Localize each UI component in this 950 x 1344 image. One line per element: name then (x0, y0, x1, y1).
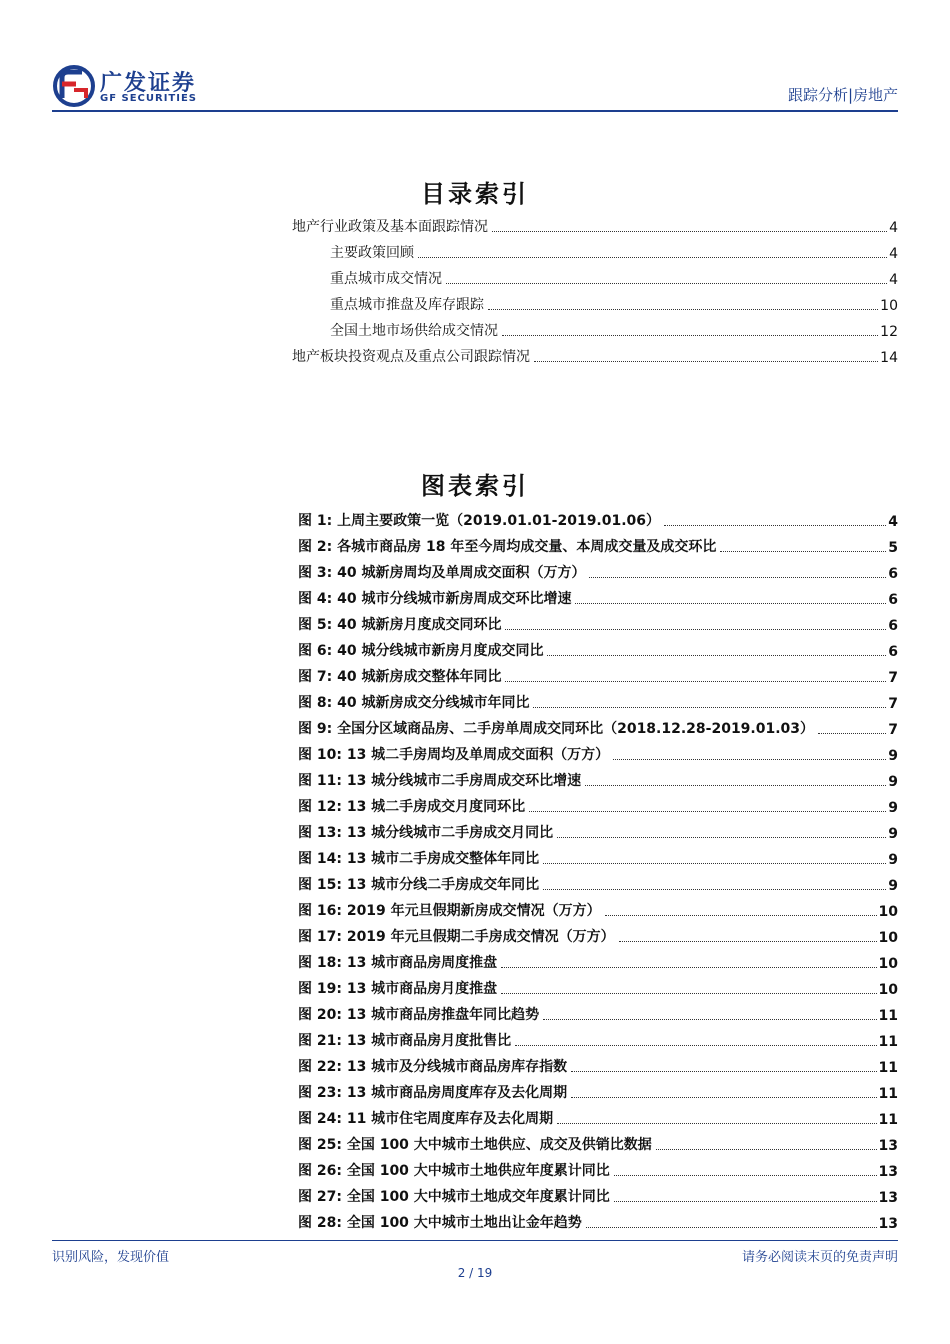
toc-entry-page: 10 (880, 298, 898, 314)
figure-entry-text: 图 5: 40 城新房月度成交同环比 (298, 617, 502, 633)
figure-entry-page: 13 (878, 1138, 898, 1154)
figure-entry-page: 7 (888, 670, 898, 686)
dot-leader (543, 863, 886, 864)
figure-entry-page: 9 (888, 878, 898, 894)
figure-index-entry[interactable] (298, 1056, 898, 1076)
figure-index-entry[interactable] (298, 536, 898, 556)
dot-leader (619, 941, 877, 942)
figure-entry-page: 9 (888, 774, 898, 790)
footer-slogan: 识别风险，发现价值 (52, 1250, 170, 1265)
figure-entry-text: 图 19: 13 城市商品房月度推盘 (298, 981, 498, 997)
dot-leader (501, 967, 876, 968)
logo-english-text: GF SECURITIES (100, 93, 198, 104)
figure-entry-page: 10 (878, 904, 898, 920)
toc-entry-text: 全国土地市场供给成交情况 (330, 323, 498, 339)
toc-entry[interactable] (330, 268, 898, 288)
figure-index-entry[interactable] (298, 1186, 898, 1206)
figure-index-entry[interactable] (298, 952, 898, 972)
toc-entry-page: 14 (880, 350, 898, 366)
figure-entry-text: 图 8: 40 城新房成交分线城市年同比 (298, 695, 530, 711)
figure-entry-text: 图 11: 13 城分线城市二手房周成交环比增速 (298, 773, 582, 789)
dot-leader (492, 231, 887, 232)
figure-index-entry[interactable] (298, 588, 898, 608)
toc-entry-text: 地产行业政策及基本面跟踪情况 (292, 219, 488, 235)
toc-entry[interactable] (330, 320, 898, 340)
dot-leader (589, 577, 886, 578)
figure-index-entry[interactable] (298, 692, 898, 712)
figure-entry-page: 9 (888, 800, 898, 816)
toc-entry-text: 主要政策回顾 (330, 245, 414, 261)
dot-leader (557, 837, 886, 838)
figure-entry-page: 13 (878, 1216, 898, 1232)
dot-leader (418, 257, 887, 258)
figure-index-entry[interactable] (298, 510, 898, 530)
dot-leader (505, 681, 886, 682)
logo-chinese-text: 广发证券 (100, 71, 197, 96)
toc-entry-text: 重点城市推盘及库存跟踪 (330, 297, 484, 313)
figure-index-entry[interactable] (298, 640, 898, 660)
dot-leader (664, 525, 886, 526)
figure-entry-text: 图 21: 13 城市商品房月度批售比 (298, 1033, 512, 1049)
dot-leader (515, 1045, 876, 1046)
figure-index-entry[interactable] (298, 1082, 898, 1102)
figure-entry-text: 图 6: 40 城分线城市新房月度成交同比 (298, 643, 544, 659)
figure-entry-text: 图 1: 上周主要政策一览（2019.01.01-2019.01.06） (298, 513, 661, 529)
figure-index-entry[interactable] (298, 614, 898, 634)
figure-index-entry[interactable] (298, 666, 898, 686)
figure-entry-page: 9 (888, 852, 898, 868)
dot-leader (605, 915, 877, 916)
dot-leader (614, 1175, 877, 1176)
dot-leader (586, 1227, 877, 1228)
figure-entry-text: 图 28: 全国 100 大中城市土地出让金年趋势 (298, 1215, 582, 1231)
figure-entry-text: 图 16: 2019 年元旦假期新房成交情况（万方） (298, 903, 601, 919)
figure-entry-text: 图 23: 13 城市商品房周度库存及去化周期 (298, 1085, 568, 1101)
figure-index-entry[interactable] (298, 562, 898, 582)
figure-entry-text: 图 15: 13 城市分线二手房成交年同比 (298, 877, 540, 893)
figure-entry-text: 图 26: 全国 100 大中城市土地供应年度累计同比 (298, 1163, 610, 1179)
figure-index-entry[interactable] (298, 796, 898, 816)
dot-leader (488, 309, 878, 310)
figure-entry-text: 图 9: 全国分区域商品房、二手房单周成交同环比（2018.12.28-2019.01.03） (298, 721, 815, 737)
dot-leader (571, 1097, 876, 1098)
dot-leader (818, 733, 886, 734)
figure-entry-page: 6 (888, 618, 898, 634)
figure-entry-page: 7 (888, 696, 898, 712)
figure-index-title: 图表索引 (421, 471, 529, 500)
toc-entry-text: 重点城市成交情况 (330, 271, 442, 287)
figure-entry-page: 11 (878, 1060, 898, 1076)
figure-entry-text: 图 17: 2019 年元旦假期二手房成交情况（万方） (298, 929, 615, 945)
figure-entry-text: 图 7: 40 城新房成交整体年同比 (298, 669, 502, 685)
figure-entry-page: 9 (888, 826, 898, 842)
figure-entry-page: 6 (888, 566, 898, 582)
figure-index-entry[interactable] (298, 718, 898, 738)
dot-leader (446, 283, 887, 284)
figure-entry-text: 图 22: 13 城市及分线城市商品房库存指数 (298, 1059, 568, 1075)
footer-disclaimer: 请务必阅读末页的免责声明 (741, 1250, 898, 1265)
figure-index-entry[interactable] (298, 1134, 898, 1154)
toc-title: 目录索引 (421, 179, 529, 208)
toc-entry-page: 4 (889, 220, 898, 236)
figure-entry-page: 7 (888, 722, 898, 738)
dot-leader (534, 361, 878, 362)
page-number: 2 / 19 (457, 1266, 493, 1280)
page-header (52, 62, 898, 112)
figure-entry-text: 图 27: 全国 100 大中城市土地成交年度累计同比 (298, 1189, 610, 1205)
gf-logo-icon (52, 64, 96, 108)
dot-leader (571, 1071, 876, 1072)
figure-entry-page: 10 (878, 982, 898, 998)
figure-entry-text: 图 18: 13 城市商品房周度推盘 (298, 955, 498, 971)
figure-index-entry[interactable] (298, 926, 898, 946)
figure-entry-page: 11 (878, 1112, 898, 1128)
figure-index-entry[interactable] (298, 1030, 898, 1050)
figure-index-entry[interactable] (298, 900, 898, 920)
figure-index-entry[interactable] (298, 874, 898, 894)
figure-entry-text: 图 4: 40 城市分线城市新房周成交环比增速 (298, 591, 572, 607)
figure-index-entry[interactable] (298, 744, 898, 764)
dot-leader (543, 1019, 876, 1020)
toc-entry[interactable] (292, 216, 898, 236)
dot-leader (501, 993, 876, 994)
figure-entry-text: 图 2: 各城市商品房 18 年至今周均成交量、本周成交量及成交环比 (298, 539, 717, 555)
figure-entry-page: 13 (878, 1164, 898, 1180)
dot-leader (575, 603, 886, 604)
figure-entry-page: 10 (878, 956, 898, 972)
toc-entry[interactable] (330, 294, 898, 314)
figure-entry-text: 图 10: 13 城二手房周均及单周成交面积（万方） (298, 747, 610, 763)
figure-entry-text: 图 25: 全国 100 大中城市土地供应、成交及供销比数据 (298, 1137, 652, 1153)
figure-index-entry[interactable] (298, 822, 898, 842)
toc-entry-text: 地产板块投资观点及重点公司跟踪情况 (292, 349, 530, 365)
gf-securities-logo (52, 62, 262, 110)
figure-entry-text: 图 13: 13 城分线城市二手房成交月同比 (298, 825, 554, 841)
dot-leader (547, 655, 886, 656)
figure-entry-page: 9 (888, 748, 898, 764)
toc-entry-page: 4 (889, 246, 898, 262)
dot-leader (557, 1123, 876, 1124)
figure-entry-text: 图 14: 13 城市二手房成交整体年同比 (298, 851, 540, 867)
figure-entry-page: 11 (878, 1086, 898, 1102)
figure-index-entry[interactable] (298, 770, 898, 790)
footer-divider (52, 1240, 898, 1241)
toc-entry[interactable] (292, 346, 898, 366)
dot-leader (533, 707, 886, 708)
report-category: 跟踪分析|房地产 (787, 86, 898, 104)
figure-entry-text: 图 12: 13 城二手房成交月度同环比 (298, 799, 526, 815)
figure-entry-text: 图 20: 13 城市商品房推盘年同比趋势 (298, 1007, 540, 1023)
header-divider (52, 110, 898, 112)
figure-index-entry[interactable] (298, 978, 898, 998)
figure-entry-text: 图 24: 11 城市住宅周度库存及去化周期 (298, 1111, 554, 1127)
figure-index-entry[interactable] (298, 1108, 898, 1128)
figure-index-entry[interactable] (298, 1212, 898, 1232)
figure-entry-page: 6 (888, 644, 898, 660)
dot-leader (585, 785, 886, 786)
dot-leader (505, 629, 886, 630)
figure-entry-page: 5 (888, 540, 898, 556)
figure-entry-page: 13 (878, 1190, 898, 1206)
figure-entry-page: 6 (888, 592, 898, 608)
toc-entry-page: 12 (880, 324, 898, 340)
dot-leader (614, 1201, 877, 1202)
dot-leader (502, 335, 878, 336)
toc-entry-page: 4 (889, 272, 898, 288)
figure-entry-page: 10 (878, 930, 898, 946)
dot-leader (656, 1149, 877, 1150)
figure-index-entry[interactable] (298, 1160, 898, 1180)
figure-index-entry[interactable] (298, 1004, 898, 1024)
figure-entry-page: 11 (878, 1034, 898, 1050)
toc-entry[interactable] (330, 242, 898, 262)
figure-entry-text: 图 3: 40 城新房周均及单周成交面积（万方） (298, 565, 586, 581)
dot-leader (613, 759, 886, 760)
dot-leader (720, 551, 886, 552)
dot-leader (529, 811, 886, 812)
figure-index-entry[interactable] (298, 848, 898, 868)
dot-leader (543, 889, 886, 890)
figure-entry-page: 4 (888, 514, 898, 530)
figure-entry-page: 11 (878, 1008, 898, 1024)
